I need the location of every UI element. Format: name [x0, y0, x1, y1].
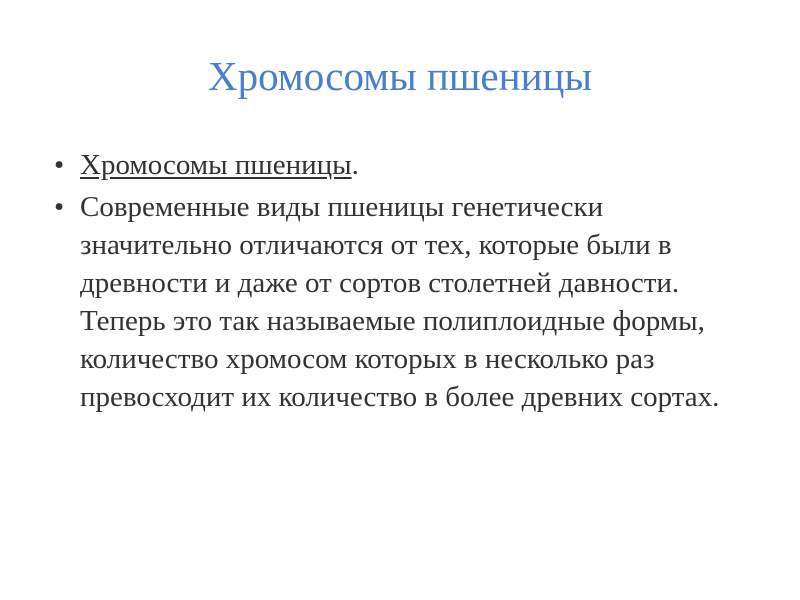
- slide-title: Хромосомы пшеницы: [207, 53, 593, 99]
- bullet-item: [54, 146, 744, 184]
- bullet-list: [54, 146, 744, 420]
- bullet-item: [54, 188, 744, 416]
- bullet-link-text[interactable]: Хромосомы пшеницы: [80, 149, 352, 181]
- bullet-dot-icon: •: [54, 149, 65, 181]
- bullet-suffix: .: [351, 149, 359, 181]
- bullet-dot-icon: •: [54, 191, 65, 223]
- bullet-text: Современные виды пшеницы генетически значительно отличаются от тех, которые были в древности и даже от сортов столетней давности. Теперь это так называемые полиплоидные формы, количество хромосом которых в несколько раз превосходит их количество в более древних сортах.: [80, 191, 720, 413]
